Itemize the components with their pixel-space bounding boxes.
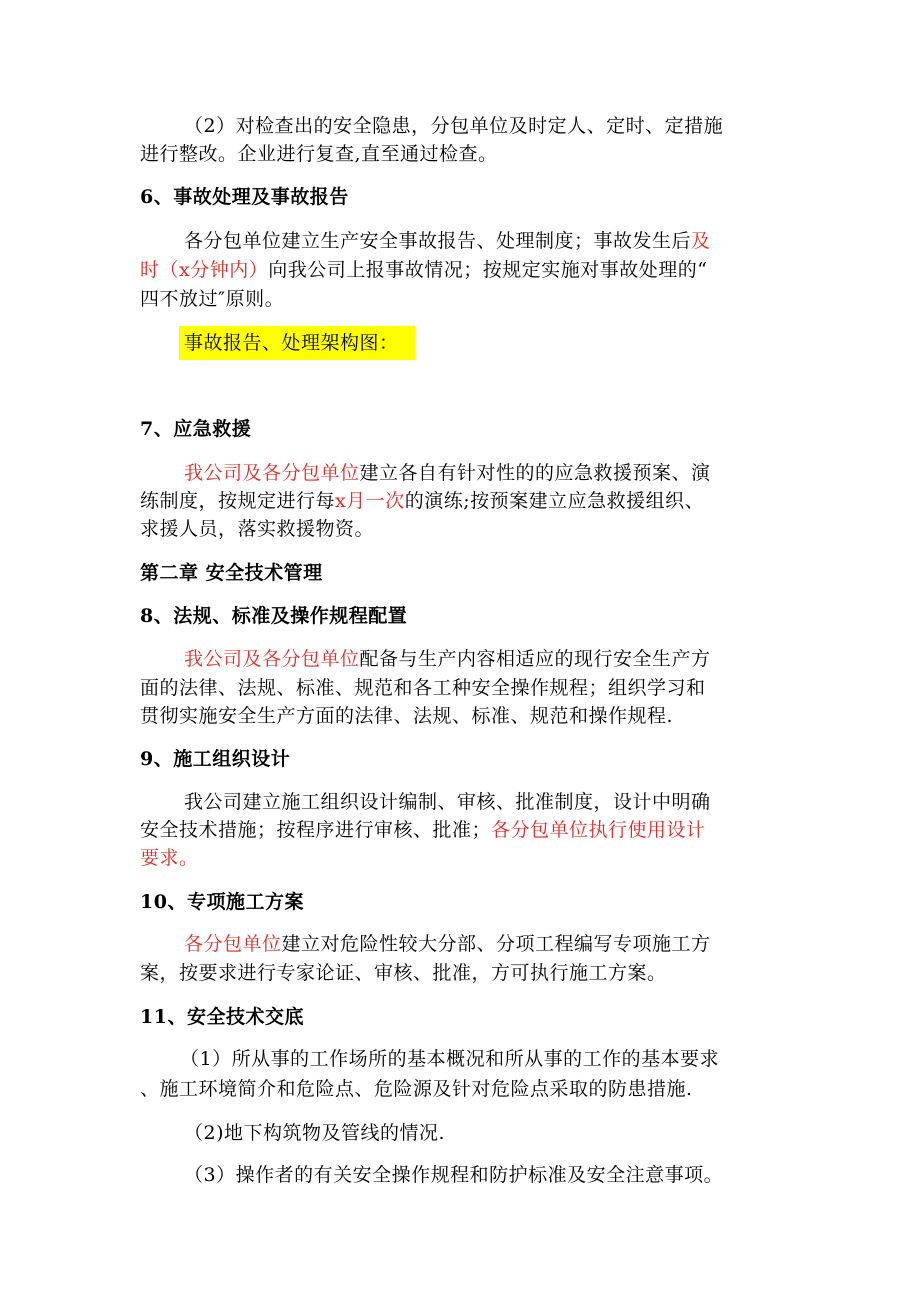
text-span: 配备与生产内容相适应的现行安全生产方: [359, 648, 711, 670]
text-line: [184, 1163, 723, 1187]
text-span: （2)地下构筑物及管线的情况.: [184, 1122, 446, 1144]
section-heading: [140, 417, 251, 441]
text-line: [184, 461, 711, 485]
text-span: 案，按要求进行专家论证、审核、批准，方可执行施工方案。: [140, 962, 667, 984]
text-span: 我公司建立施工组织设计编制、审核、批准制度，设计中明确: [184, 791, 711, 813]
red-text: 各分包单位: [184, 933, 282, 955]
text-line: [180, 1047, 719, 1071]
red-text: 时（x分钟内）: [140, 259, 269, 281]
text-line: [184, 647, 711, 671]
red-text: 我公司及各分包单位: [184, 648, 360, 670]
highlighted-line: [179, 331, 415, 355]
text-line: [140, 846, 199, 870]
text-line: [140, 676, 706, 700]
text-line: [140, 489, 704, 513]
text-span: （2）对检查出的安全隐患，分包单位及时定人、定时、定措施: [184, 115, 724, 137]
text-line: [140, 287, 284, 311]
red-text: 各分包单位执行使用设计: [491, 819, 706, 841]
text-span: 练制度，按规定进行每: [140, 490, 336, 512]
text-line: [140, 704, 673, 728]
text-span: 贯彻实施安全生产方面的法律、法规、标准、规范和操作规程.: [140, 705, 674, 727]
text-span: 、施工环境简介和危险点、危险源及针对危险点采取的防患措施.: [140, 1078, 693, 1100]
text-span: 面的法律、法规、标准、规范和各工种安全操作规程；组织学习和: [140, 677, 706, 699]
red-text: 要求。: [140, 847, 199, 869]
text-line: [140, 961, 667, 985]
heading-text: 9、施工组织设计: [140, 748, 291, 770]
text-span: 求援人员，落实救援物资。: [140, 518, 375, 540]
section-heading: [140, 890, 304, 914]
text-line: [184, 932, 711, 956]
text-span: （1）所从事的工作场所的基本概况和所从事的工作的基本要求: [180, 1048, 720, 1070]
red-text: 我公司及各分包单位: [184, 462, 360, 484]
text-line: [140, 258, 707, 282]
section-heading: [140, 185, 349, 209]
text-line: [140, 1077, 693, 1101]
text-line: [184, 790, 711, 814]
text-span: 建立对危险性较大分部、分项工程编写专项施工方: [281, 933, 711, 955]
heading-text: 第二章 安全技术管理: [140, 562, 323, 584]
heading-text: 8、法规、标准及操作规程配置: [140, 605, 408, 627]
text-span: 进行整改。企业进行复查,直至通过检查。: [140, 143, 498, 165]
text-span: 的演练;按预案建立应急救援组织、: [404, 490, 705, 512]
text-line: [140, 818, 706, 842]
heading-text: 7、应急救援: [140, 418, 252, 440]
text-span: 四不放过″原则。: [140, 288, 285, 310]
text-span: 向我公司上报事故情况；按规定实施对事故处理的“: [268, 259, 708, 281]
text-span: 建立各自有针对性的的应急救援预案、演: [359, 462, 711, 484]
text-line: [184, 114, 723, 138]
text-span: （3）操作者的有关安全操作规程和防护标准及安全注意事项。: [184, 1164, 724, 1186]
chapter-heading: [140, 561, 323, 585]
text-line: [140, 517, 374, 541]
text-line: [140, 142, 498, 166]
section-heading: [140, 1005, 304, 1029]
red-text: 及: [691, 230, 711, 252]
text-span: 各分包单位建立生产安全事故报告、处理制度；事故发生后: [184, 230, 692, 252]
red-text: x月一次: [335, 490, 405, 512]
text-line: [184, 1121, 445, 1145]
heading-text: 10、专项施工方案: [140, 891, 304, 913]
highlighted-text: 事故报告、处理架构图：: [179, 326, 415, 360]
heading-text: 11、安全技术交底: [140, 1006, 304, 1028]
text-span: 安全技术措施；按程序进行审核、批准；: [140, 819, 492, 841]
heading-text: 6、事故处理及事故报告: [140, 186, 349, 208]
text-line: [184, 229, 711, 253]
section-heading: [140, 747, 290, 771]
section-heading: [140, 604, 407, 628]
